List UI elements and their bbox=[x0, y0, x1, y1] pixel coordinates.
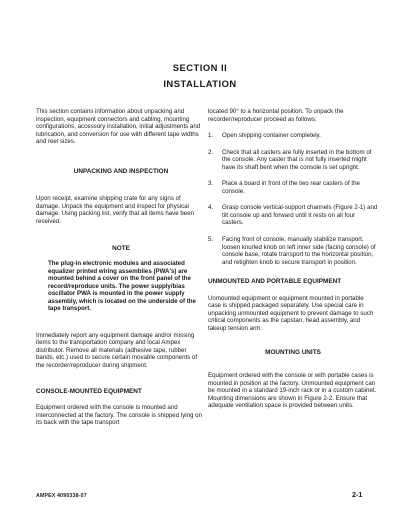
console-paragraph: Equipment ordered with the console is mounted and interconnected at the factory. The console is shipped lying on its back with the tape transport bbox=[36, 404, 203, 427]
unmounted-paragraph: Unmounted equipment or equipment mounted in portable case is shipped packaged separately. Use special care in unpacking unmounted equipment to prevent damage to such critical components as the capstan, head assembly, and takeup tension arm. bbox=[208, 294, 374, 332]
step-item bbox=[208, 180, 378, 195]
step-text: Grasp console vertical-support channels (Figure 2-1) and tilt console up and forward until it rests on all four casters. bbox=[222, 204, 378, 227]
unpacking-heading: UNPACKING AND INSPECTION bbox=[73, 167, 169, 175]
left-column bbox=[36, 108, 206, 427]
step-item bbox=[208, 236, 378, 266]
step-item bbox=[208, 149, 378, 172]
page-number: 2-1 bbox=[352, 490, 363, 499]
intro-paragraph: This section contains information about unpacking and inspection, equipment connectors and cabling, mounting configurations, accessory installation, initial adjustments and lubrication, and conversion for use with different tape widths and reel sizes. bbox=[36, 108, 201, 146]
console-heading: CONSOLE-MOUNTED EQUIPMENT bbox=[36, 387, 142, 395]
report-paragraph: Immediately report any equipment damage and/or missing items to the transportation company and local Ampex distributor. Remove all materials (adhesive tape, rubber bands, etc.) used to secure certain movable components of the recorder/reproducer during shipment. bbox=[36, 331, 198, 370]
right-column bbox=[208, 108, 378, 410]
step-number: 2. bbox=[208, 148, 214, 156]
step-number: 5. bbox=[208, 236, 214, 244]
step-item bbox=[208, 132, 378, 140]
section-number: SECTION II bbox=[172, 62, 228, 73]
note-paragraph: The plug-in electronic modules and associated equalizer printed wiring assemblies (PWA's) are mounted behind a cover on the front panel of the record/reproduce units. The power supply/bias oscillator PWA is mounted in the power supply assembly, which is located on the underside of the tape transport. bbox=[48, 260, 196, 313]
step-number: 4. bbox=[208, 204, 214, 212]
unpack-intro-paragraph: located 90° to a horizontal position. To unpack the recorder/reproducer proceed as follows: bbox=[208, 108, 344, 123]
footer-doc-number: AMPEX 4090338-07 bbox=[36, 493, 87, 499]
section-title: INSTALLATION bbox=[163, 78, 237, 89]
step-text: Place a board in front of the two rear casters of the console. bbox=[222, 180, 360, 195]
step-number: 1. bbox=[208, 132, 214, 140]
step-text: Check that all casters are fully inserted in the bottom of the console. Any caster that is not fully inserted might have its shaft bent when the console is set upright. bbox=[222, 148, 372, 171]
step-number: 3. bbox=[208, 180, 214, 188]
step-text: Facing front of console, manually stabilize transport, loosen knurled knob on left inner side (facing console) of console base, rotate transport to the horizontal position, and retighten knob to secure transport in position. bbox=[222, 236, 376, 266]
mounting-heading: MOUNTING UNITS bbox=[265, 349, 321, 357]
unmounted-heading: UNMOUNTED AND PORTABLE EQUIPMENT bbox=[208, 278, 342, 286]
note-heading: NOTE bbox=[112, 245, 130, 253]
unpacking-paragraph: Upon receipt, examine shipping crate for any signs of damage. Unpack the equipment and inspect for physical damage. Using packing list, verify that all items have been received. bbox=[36, 195, 195, 225]
step-text: Open shipping container completely. bbox=[222, 132, 321, 140]
step-item bbox=[208, 204, 378, 227]
mounting-paragraph: Equipment ordered with the console or with portable cases is mounted in position at the factory. Unmounted equipment can be mounted in a standard 19-inch rack or in a custom cabinet. Mounting dimensions are shown in Figure 2-2. Ensure that adequate ventilation space is provided between units. bbox=[208, 372, 377, 410]
